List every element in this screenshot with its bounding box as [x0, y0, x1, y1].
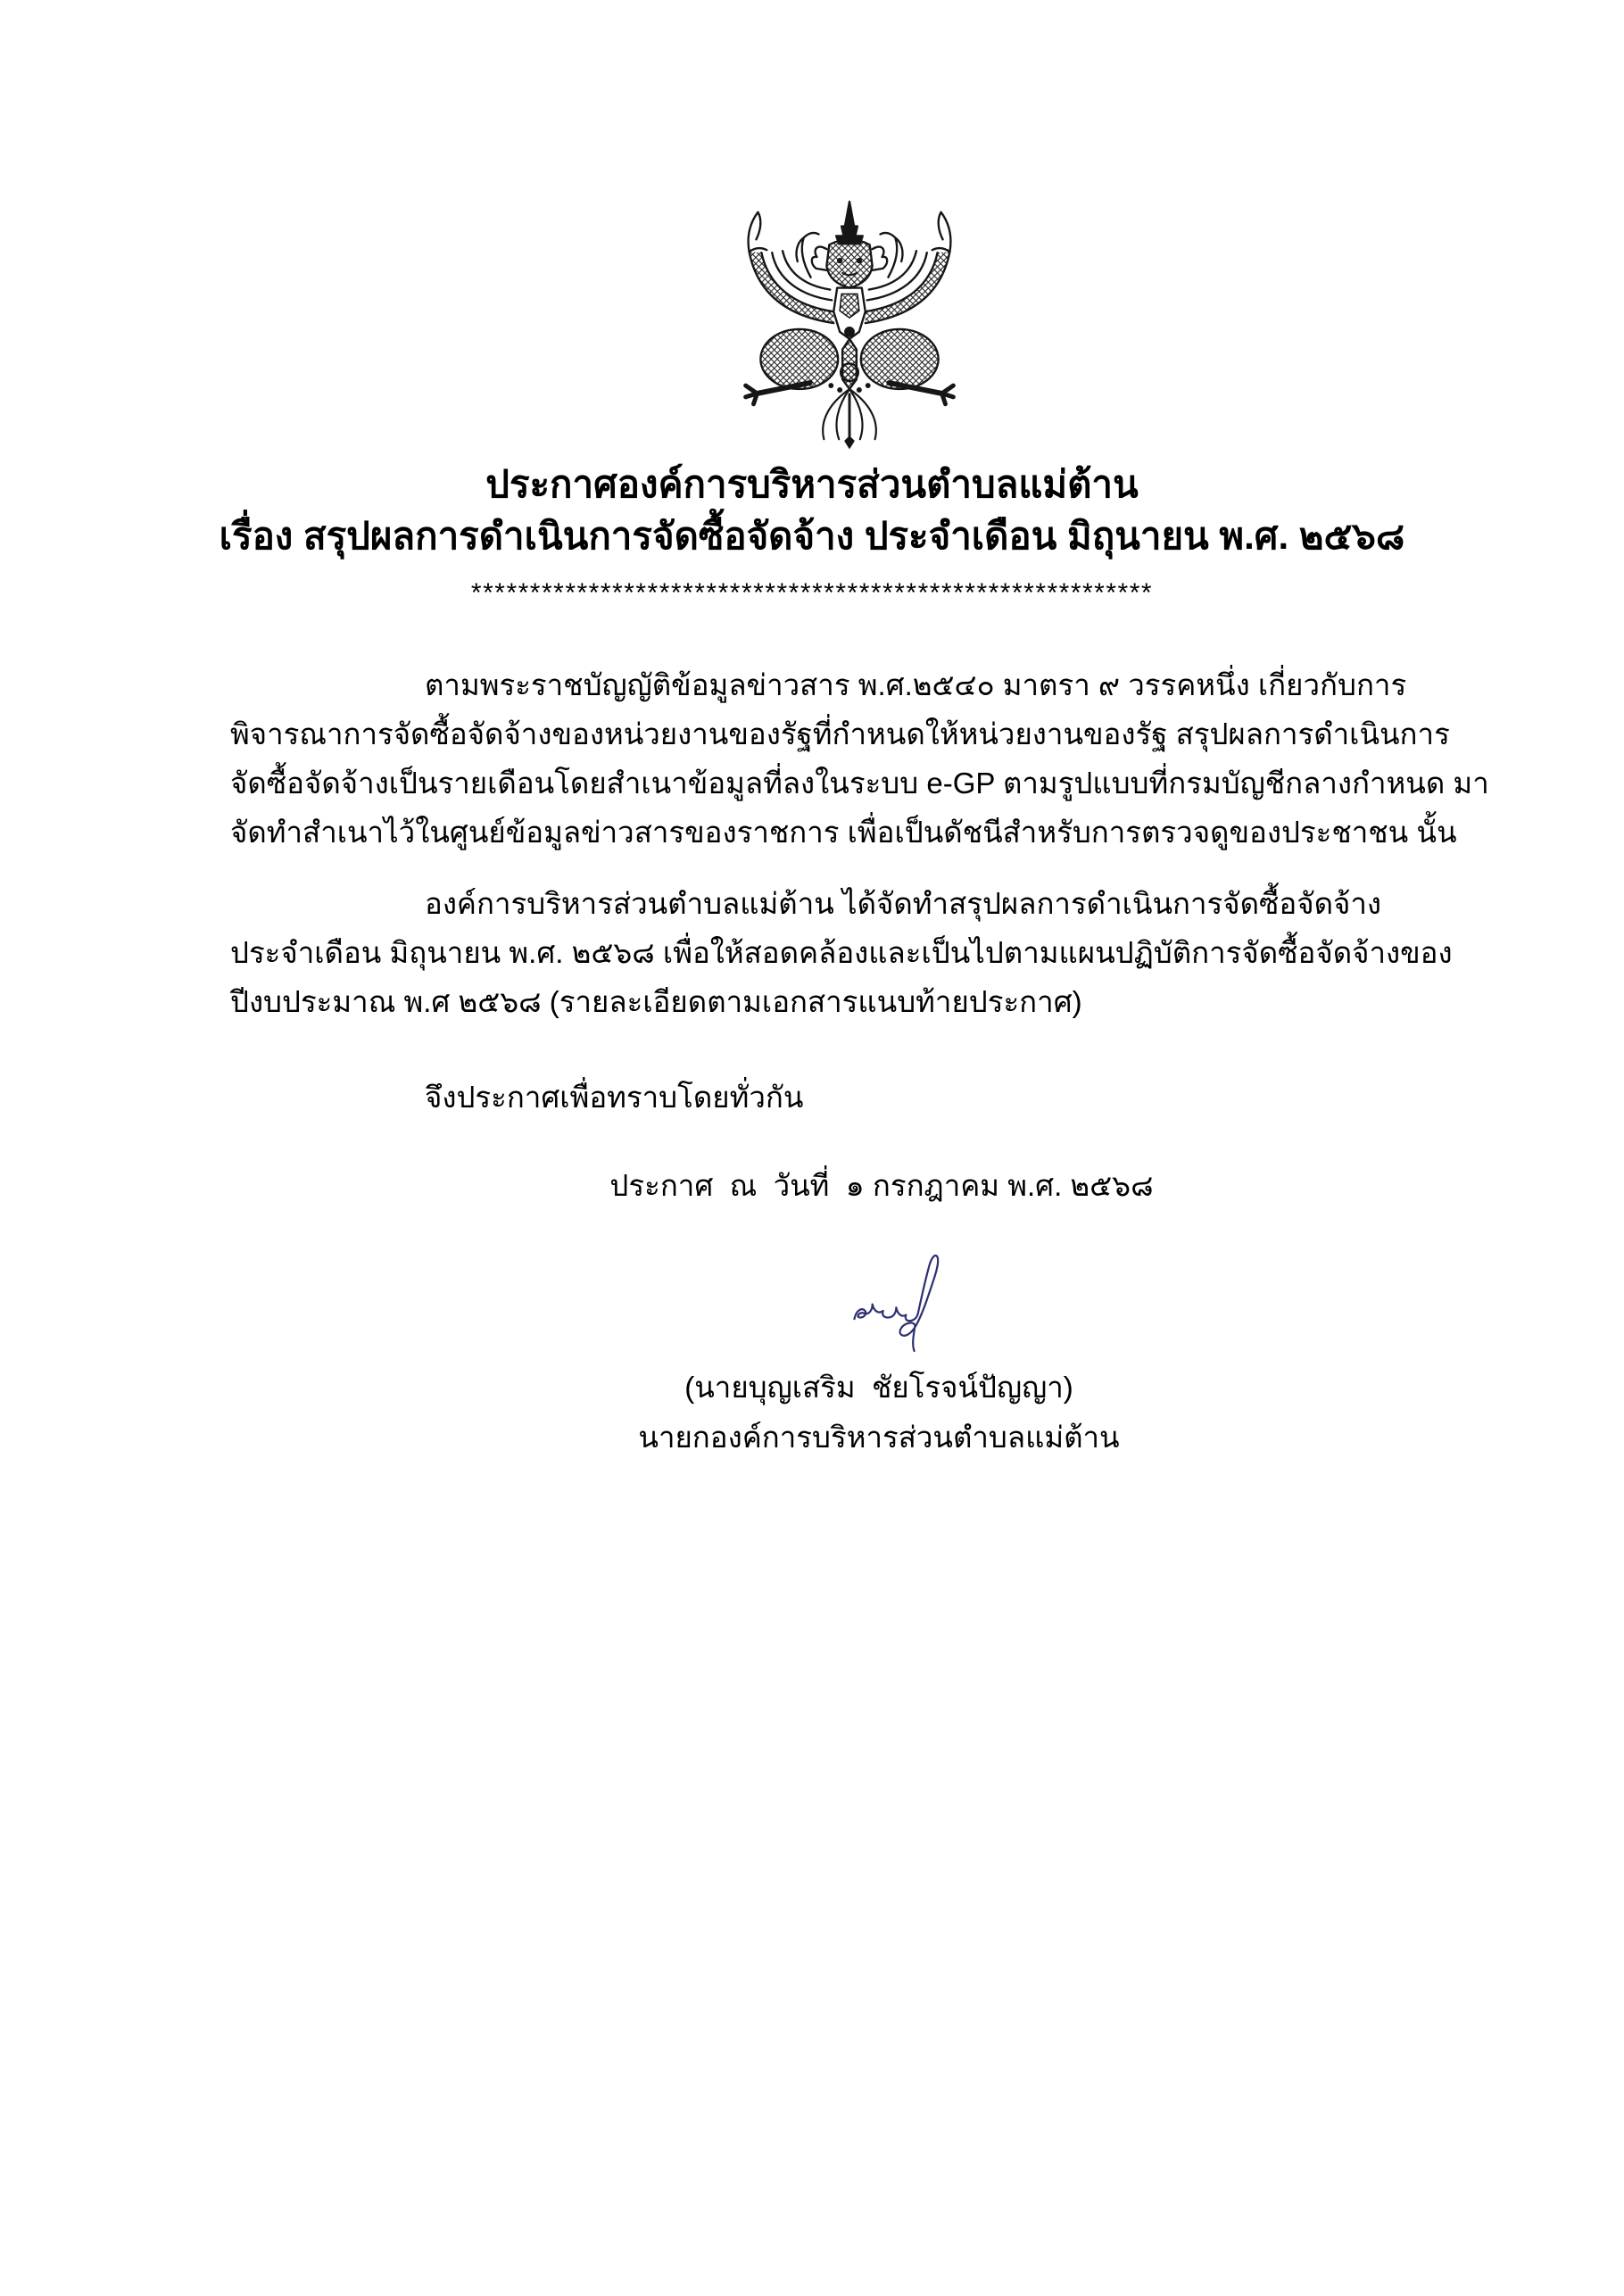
paragraph-1 [230, 660, 1489, 857]
paragraph-line: ประจำเดือน มิถุนายน พ.ศ. ๒๕๖๘ เพื่อให้สอดคล้องและเป็นไปตามแผนปฏิบัติการจัดซื้อจัดจ้างของ [230, 936, 1453, 969]
announcement-date-line: ประกาศ ณ วันที่ ๑ กรกฎาคม พ.ศ. ๒๕๖๘ [609, 1169, 1154, 1202]
asterisk-divider: ********************************************************** [470, 578, 1154, 608]
paragraph-line: จัดซื้อจัดจ้างเป็นรายเดือนโดยสำเนาข้อมูลที่ลงในระบบ e-GP ตามรูปแบบที่กรมบัญชีกลางกำหนด มา [230, 767, 1489, 800]
signature-ink [837, 1239, 942, 1362]
paragraph-line: พิจารณาการจัดซื้อจัดจ้างของหน่วยงานของรัฐที่กำหนดให้หน่วยงานของรัฐ สรุปผลการดำเนินการ [230, 717, 1450, 750]
paragraph-2 [230, 879, 1453, 1026]
signer-name: (นายบุญเสริม ชัยโรจน์ปัญญา) [684, 1371, 1073, 1404]
paragraph-line: ปีงบประมาณ พ.ศ ๒๕๖๘ (รายละเอียดตามเอกสารแนบท้ายประกาศ) [230, 985, 1082, 1018]
announcement-subject: เรื่อง สรุปผลการดำเนินการจัดซื้อจัดจ้าง ประจำเดือน มิถุนายน พ.ศ. ๒๕๖๘ [219, 515, 1405, 557]
garuda-emblem-icon [722, 198, 977, 451]
signer-position: นายกองค์การบริหารส่วนตำบลแม่ต้าน [638, 1421, 1120, 1454]
closing-sentence: จึงประกาศเพื่อทราบโดยทั่วกัน [425, 1081, 804, 1114]
paragraph-line: ตามพระราชบัญญัติข้อมูลข่าวสาร พ.ศ.๒๕๔๐ มาตรา ๙ วรรคหนึ่ง เกี่ยวกับการ [425, 668, 1407, 701]
paragraph-line: จัดทำสำเนาไว้ในศูนย์ข้อมูลข่าวสารของราชการ เพื่อเป็นดัชนีสำหรับการตรวจดูของประชาชน นั้น [230, 816, 1457, 849]
announcement-title: ประกาศองค์การบริหารส่วนตำบลแม่ต้าน [485, 463, 1139, 505]
paragraph-line: องค์การบริหารส่วนตำบลแม่ต้าน ได้จัดทำสรุปผลการดำเนินการจัดซื้อจัดจ้าง [425, 887, 1382, 920]
